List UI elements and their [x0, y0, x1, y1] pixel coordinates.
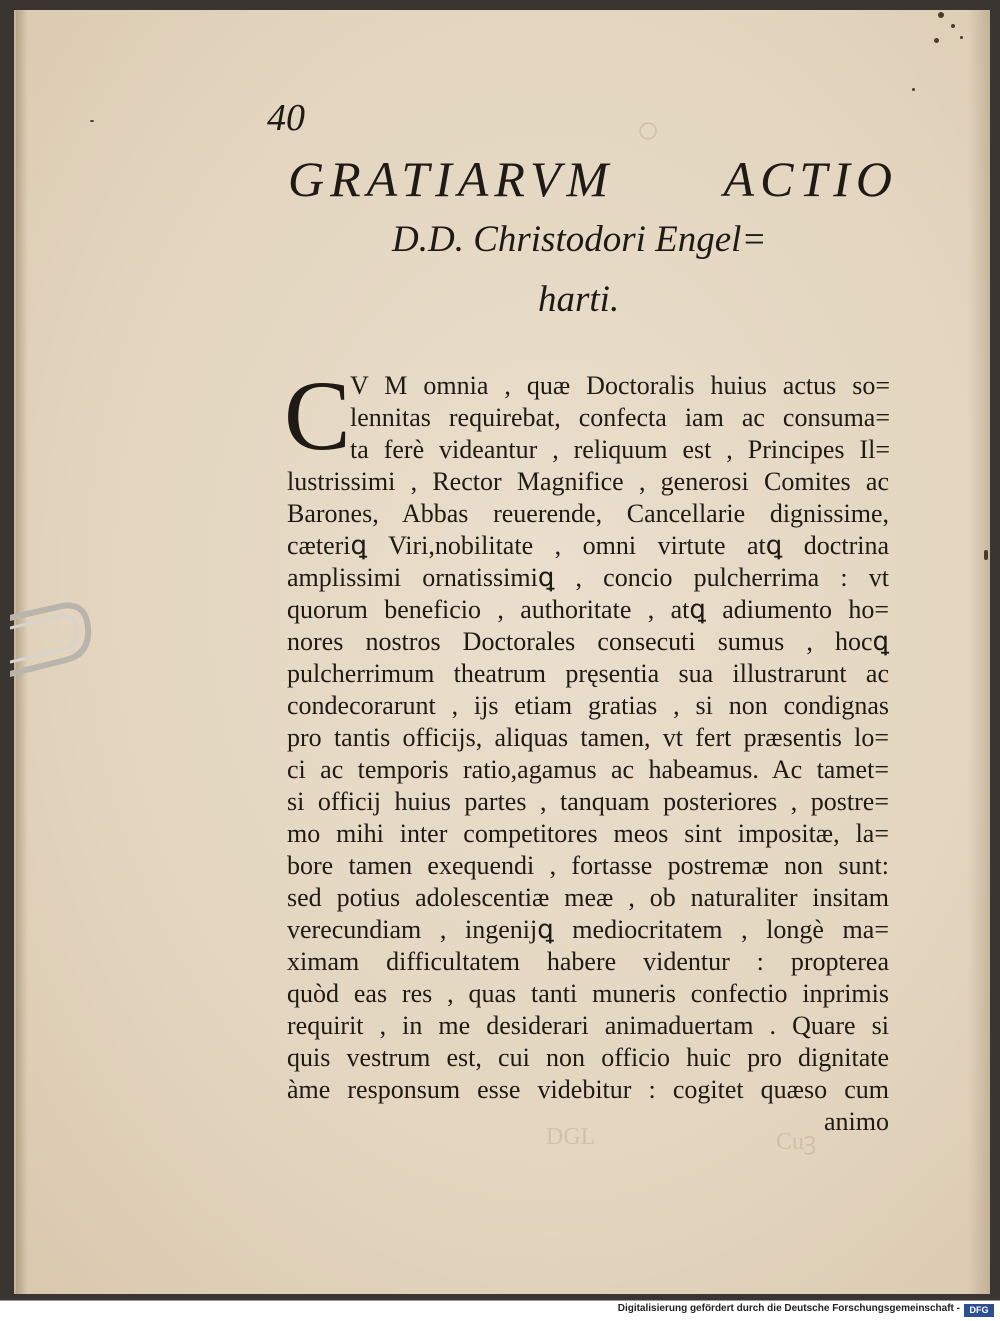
paper-speck — [960, 36, 963, 39]
text-line: ta ferè videantur , reliquum est , Principes Il= — [350, 435, 890, 464]
chapter-subtitle-line-1: D.D. Christodori Engel= — [392, 219, 767, 260]
paper-speck — [934, 38, 939, 43]
text-line: pulcherrimum theatrum pręsentia sua illustrarunt ac — [287, 659, 889, 688]
text-line: quorum beneficio , authoritate , atꝗ adiumento ho= — [287, 595, 889, 624]
dfg-logo-icon: DFG — [964, 1304, 994, 1317]
text-line: condecorarunt , ijs etiam gratias , si non condignas — [287, 691, 889, 720]
text-line: requirit , in me desiderari animaduertam . Quare si — [287, 1011, 889, 1040]
catchword: animo — [824, 1107, 889, 1136]
footer-bar — [0, 1300, 1000, 1321]
page-number: 40 — [267, 97, 305, 139]
text-line: bore tamen exequendi , fortasse postremæ non sunt: — [287, 851, 889, 880]
chapter-subtitle-line-2: harti. — [538, 279, 620, 320]
text-line: nores nostros Doctorales consecuti sumus , hocꝗ — [287, 627, 889, 656]
text-line: ci ac temporis ratio,agamus ac habeamus. Ac tamet= — [287, 755, 889, 784]
text-line: cæteriꝗ Viri,nobilitate , omni virtute atꝗ doctrina — [287, 531, 889, 560]
text-line: si officij huius partes , tanquam posteriores , postre= — [287, 787, 889, 816]
text-line: Barones, Abbas reuerende, Cancellarie dignissime, — [287, 499, 889, 528]
paperclip-icon — [10, 598, 102, 698]
page-right-shadow — [968, 10, 990, 1294]
show-through-text: DGL — [546, 1124, 596, 1150]
drop-cap: C — [284, 360, 351, 471]
text-line: ximam difficultatem habere videntur : propterea — [287, 947, 889, 976]
text-line: verecundiam , ingenijꝗ mediocritatem , longè ma= — [287, 915, 889, 944]
paper-speck — [938, 12, 944, 18]
chapter-title: GRATIARVM ACTIO — [288, 151, 898, 207]
text-line: lustrissimi , Rector Magnifice , generosi Comites ac — [287, 467, 889, 496]
text-line: sed potius adolescentiæ meæ , ob naturaliter insitam — [287, 883, 889, 912]
text-line: àme responsum esse videbitur : cogitet quæso cum — [287, 1075, 889, 1104]
paper-speck — [90, 120, 94, 122]
show-through-text: Cuꝫ — [776, 1129, 817, 1155]
text-line: amplissimi ornatissimiꝗ , concio pulcherrima : vt — [287, 563, 889, 592]
text-line: lennitas requirebat, confecta iam ac consuma= — [350, 403, 890, 432]
text-line: V M omnia , quæ Doctoralis huius actus so= — [350, 371, 890, 400]
text-line: mo mihi inter competitores meos sint impositæ, la= — [287, 819, 889, 848]
text-line: quòd eas res , quas tanti muneris confectio inprimis — [287, 979, 889, 1008]
funding-notice: Digitalisierung gefördert durch die Deutsche Forschungsgemeinschaft - — [617, 1303, 960, 1314]
text-line: quis vestrum est, cui non officio huic pro dignitate — [287, 1043, 889, 1072]
paper-speck — [984, 550, 988, 560]
text-line: pro tantis officijs, aliquas tamen, vt fert præsentis lo= — [287, 723, 889, 752]
show-through-text: ○ — [636, 107, 661, 152]
paper-speck — [912, 88, 915, 91]
paper-speck — [951, 24, 955, 28]
